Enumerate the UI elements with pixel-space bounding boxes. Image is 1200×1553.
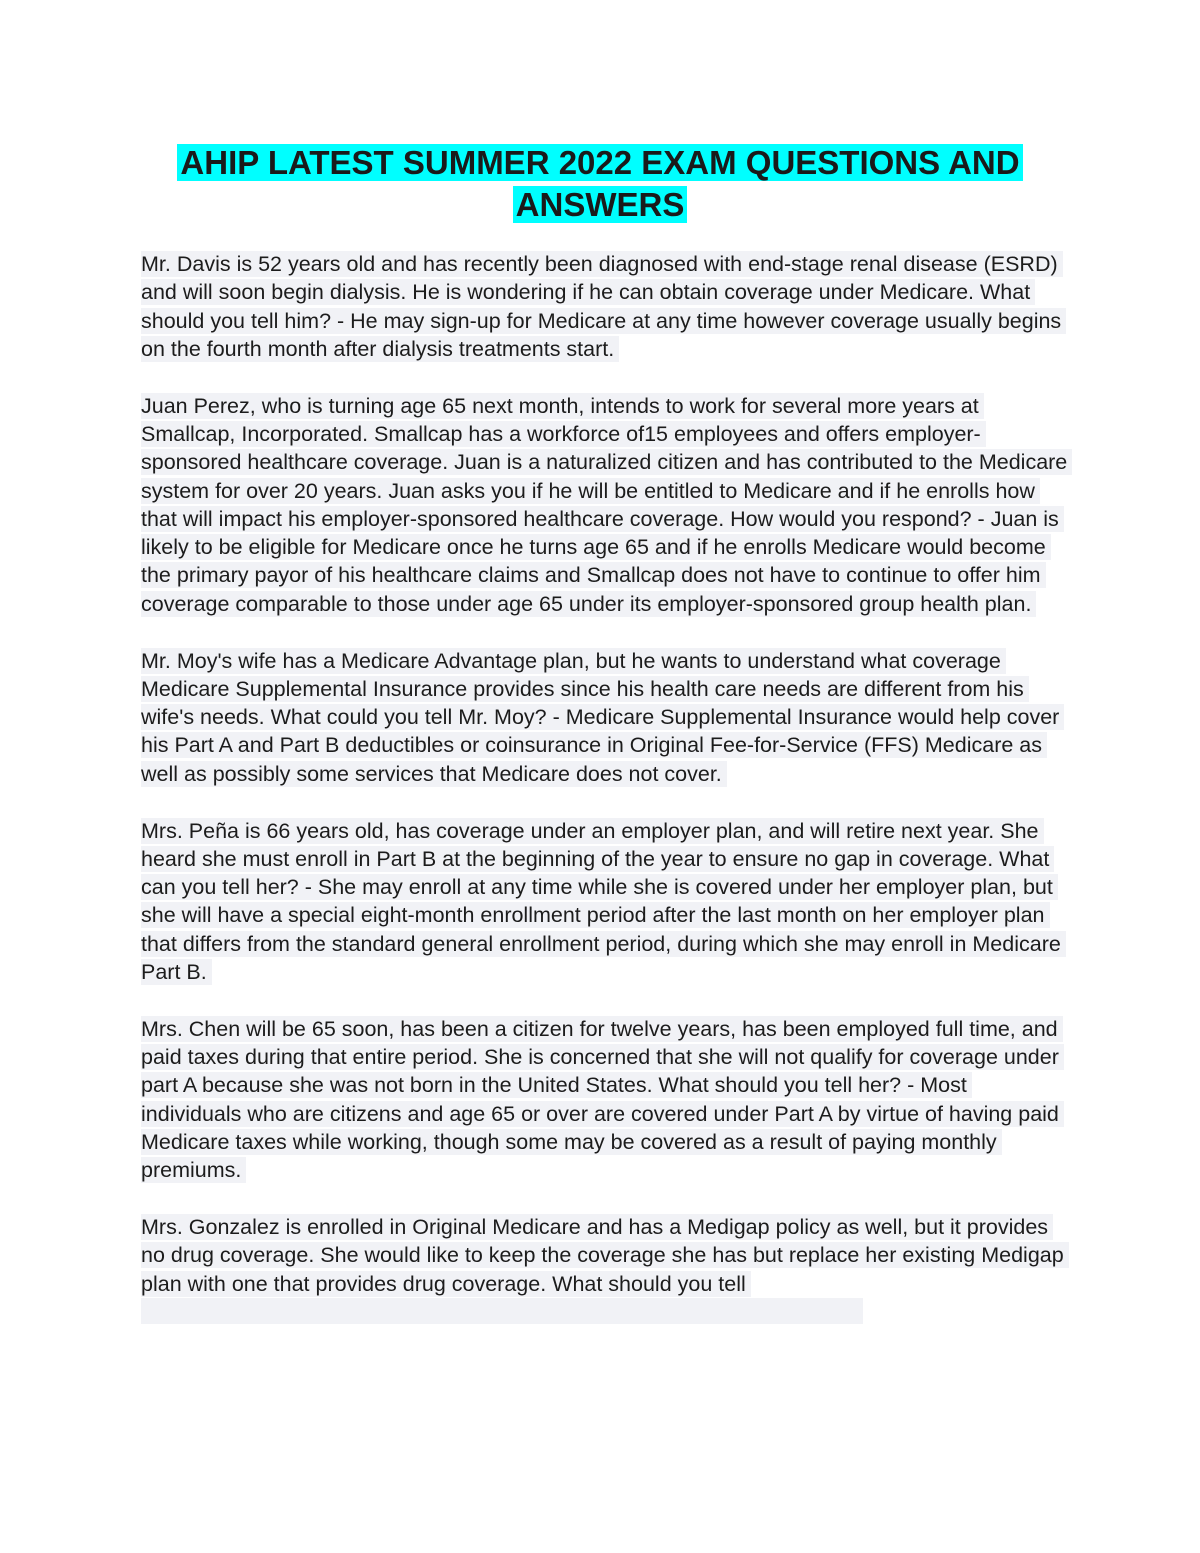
question-text: Mrs. Chen will be 65 soon, has been a citizen for twelve years, has been employed full time, and paid taxes during that entire period. She is concerned that she will not qualify for coverage under part A because she was not born in the United States. What should you tell her? xyxy=(141,1016,1059,1098)
answer-text: Medicare Supplemental Insurance would help cover his Part A and Part B deductibles or coinsurance in Original Fee-for-Service (FFS) Medicare as well as possibly some services that Medicare does not cover. xyxy=(141,705,1060,786)
qa-item-6 xyxy=(141,1213,1071,1324)
answer-text: Most individuals who are citizens and age 65 or over are covered under Part A by virtue of having paid Medicare taxes while working, though some may be covered as a result of paying monthly premiums. xyxy=(141,1073,1059,1183)
title-line-2: ANSWERS xyxy=(513,186,688,223)
qa-item-2 xyxy=(141,392,1071,618)
question-text: Mr. Moy's wife has a Medicare Advantage plan, but he wants to understand what coverage Medicare Supplemental Insurance provides since his health care needs are different from his wife's needs. What could you tell Mr. Moy? xyxy=(141,648,1024,730)
question-text: Mrs. Gonzalez is enrolled in Original Medicare and has a Medigap policy as well, but it provides no drug coverage. She would like to keep the coverage she has but replace her existing Medigap plan with one that provides drug coverage. What should you tell xyxy=(141,1215,1064,1296)
title-line-1: AHIP LATEST SUMMER 2022 EXAM QUESTIONS AND xyxy=(177,144,1022,181)
qa-separator: - xyxy=(331,308,351,333)
qa-separator: - xyxy=(298,875,318,900)
qa-item-4 xyxy=(141,817,1071,987)
qa-list xyxy=(141,250,1071,1324)
question-text: Mrs. Peña is 66 years old, has coverage under an employer plan, and will retire next year. She heard she must enroll in Part B at the beginning of the year to ensure no gap in coverage. What can you tell her? xyxy=(141,818,1050,900)
blurred-continuation xyxy=(141,1298,863,1324)
answer-text: He may sign-up for Medicare at any time however coverage usually begins on the fourth month after dialysis treatments start. xyxy=(141,308,1062,361)
question-text: Juan Perez, who is turning age 65 next month, intends to work for several more years at Smallcap, Incorporated. Smallcap has a workforce of15 employees and offers employer-sponsored healthcare coverage. Juan is a naturalized citizen and has contributed to the Medicare system for over 20 years. Juan asks you if he will be entitled to Medicare and if he enrolls how that will impact his employer-sponsored healthcare coverage. How would you respond? xyxy=(141,393,1068,531)
answer-text: Juan is likely to be eligible for Medicare once he turns age 65 and if he enrolls Medicare would become the primary payor of his healthcare claims and Smallcap does not have to continue to offer him coverage comparable to those under age 65 under its employer-sponsored group health plan. xyxy=(141,506,1059,616)
qa-item-1 xyxy=(141,250,1071,363)
qa-separator: - xyxy=(546,705,566,730)
qa-separator: - xyxy=(901,1073,921,1098)
qa-separator: - xyxy=(971,506,991,531)
document-title xyxy=(100,142,1100,226)
qa-item-5 xyxy=(141,1015,1071,1185)
answer-text: She may enroll at any time while she is covered under her employer plan, but she will have a special eight-month enrollment period after the last month on her employer plan that differs from the standard general enrollment period, during which she may enroll in Medicare Part B. xyxy=(141,875,1061,985)
question-text: Mr. Davis is 52 years old and has recently been diagnosed with end-stage renal disease (ESRD) and will soon begin dialysis. He is wondering if he can obtain coverage under Medicare. What should you tell him? xyxy=(141,252,1058,333)
qa-item-3 xyxy=(141,647,1071,788)
